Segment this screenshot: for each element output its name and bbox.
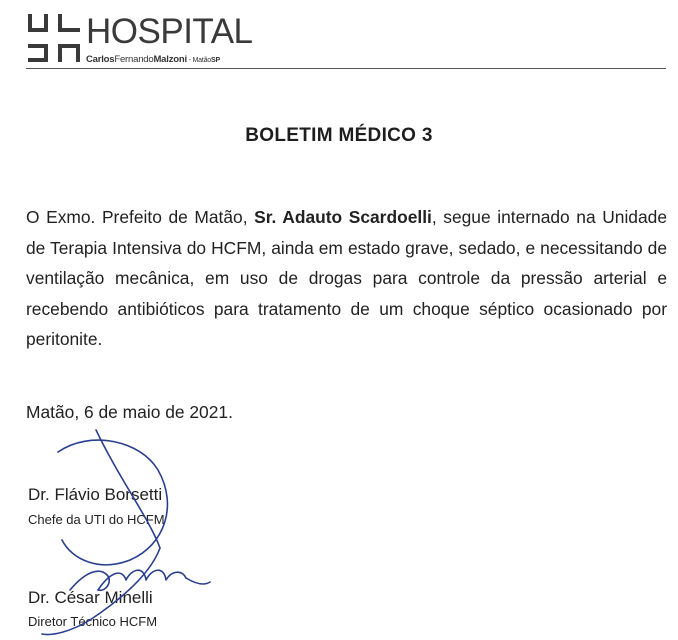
patient-name: Sr. Adauto Scardoelli	[254, 207, 432, 227]
date-line: Matão, 6 de maio de 2021.	[26, 402, 233, 422]
hospital-cross-logo-icon	[26, 12, 82, 64]
logo-subtitle: CarlosFernandoMalzoni - MatãoSP	[86, 54, 220, 65]
signatory-2-name: Dr. César Minelli	[28, 588, 153, 607]
letterhead	[26, 12, 666, 74]
signatory-2-role: Diretor Técnico HCFM	[28, 614, 158, 629]
signatory-1-role: Chefe da UTI do HCFM	[28, 512, 165, 527]
logo-wordmark: HOSPITAL	[86, 12, 253, 51]
bulletin-paragraph: O Exmo. Prefeito de Matão, Sr. Adauto Scardoelli, segue internado na Unidade de Terapia Intensiva do HCFM, ainda em estado grave, sedado, e necessitando de ventilação mecânica, em uso de drogas para controle da pressão arterial e recebendo antibióticos para tratamento de um choque séptico ocasionado por peritonite.	[26, 207, 667, 349]
letterhead-divider	[26, 68, 666, 69]
signatory-1-name: Dr. Flávio Borsetti	[28, 485, 163, 504]
document-title: BOLETIM MÉDICO 3	[245, 125, 433, 146]
